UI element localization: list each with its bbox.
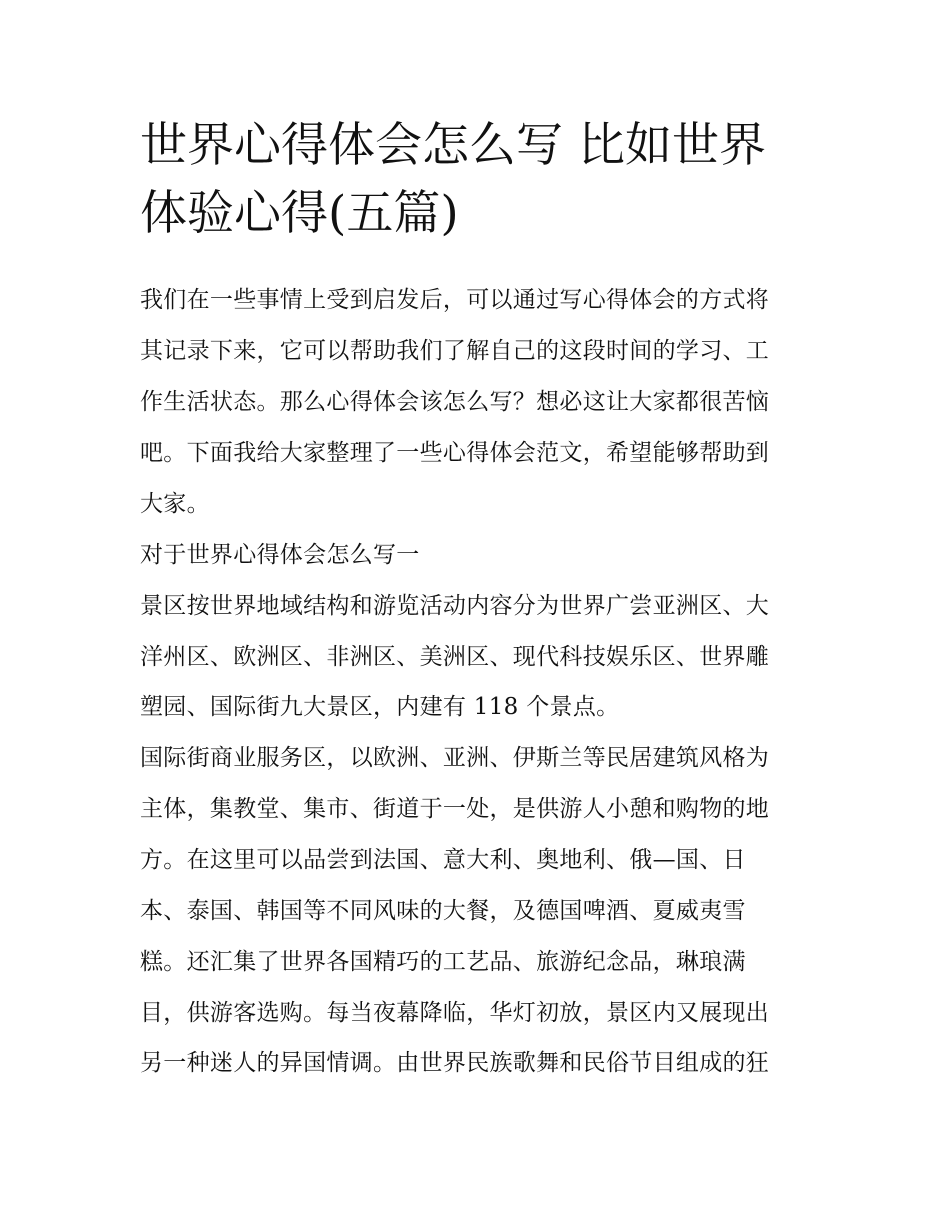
section-heading: 对于世界心得体会怎么写一 (140, 542, 420, 568)
intro-line-4: 吧。下面我给大家整理了一些心得体会范文，希望能够帮助到 (140, 440, 770, 466)
paragraph-2-line-1: 国际街商业服务区，以欧洲、亚洲、伊斯兰等民居建筑风格为 (140, 745, 770, 771)
title-line-2: 体验心得(五篇) (140, 186, 459, 241)
paragraph-2-line-5: 糕。还汇集了世界各国精巧的工艺品、旅游纪念品，琳琅满 (140, 949, 746, 975)
intro-line-1: 我们在一些事情上受到启发后，可以通过写心得体会的方式将 (140, 287, 770, 313)
paragraph-2-line-6: 目，供游客选购。每当夜幕降临，华灯初放，景区内又展现出 (140, 1000, 770, 1026)
paragraph-1-line-2: 洋州区、欧洲区、非洲区、美洲区、现代科技娱乐区、世界雕 (140, 644, 770, 670)
paragraph-2-line-3: 方。在这里可以品尝到法国、意大利、奥地利、俄—国、日 (140, 847, 746, 873)
paragraph-2-line-2: 主体，集教堂、集市、街道于一处，是供游人小憩和购物的地 (140, 796, 770, 822)
title-line-1: 世界心得体会怎么写 比如世界 (140, 118, 766, 173)
intro-line-3: 作生活状态。那么心得体会该怎么写？想必这让大家都很苦恼 (140, 389, 770, 415)
paragraph-2-line-7: 另一种迷人的异国情调。由世界民族歌舞和民俗节目组成的狂 (140, 1050, 770, 1076)
paragraph-2-line-4: 本、泰国、韩国等不同风味的大餐，及德国啤酒、夏威夷雪 (140, 898, 746, 924)
intro-line-2: 其记录下来，它可以帮助我们了解自己的这段时间的学习、工 (140, 338, 770, 364)
paragraph-1-line-3: 塑园、国际街九大景区，内建有 118 个景点。 (140, 694, 620, 720)
paragraph-1-line-1: 景区按世界地域结构和游览活动内容分为世界广尝亚洲区、大 (140, 593, 770, 619)
intro-line-5: 大家。 (140, 491, 210, 517)
